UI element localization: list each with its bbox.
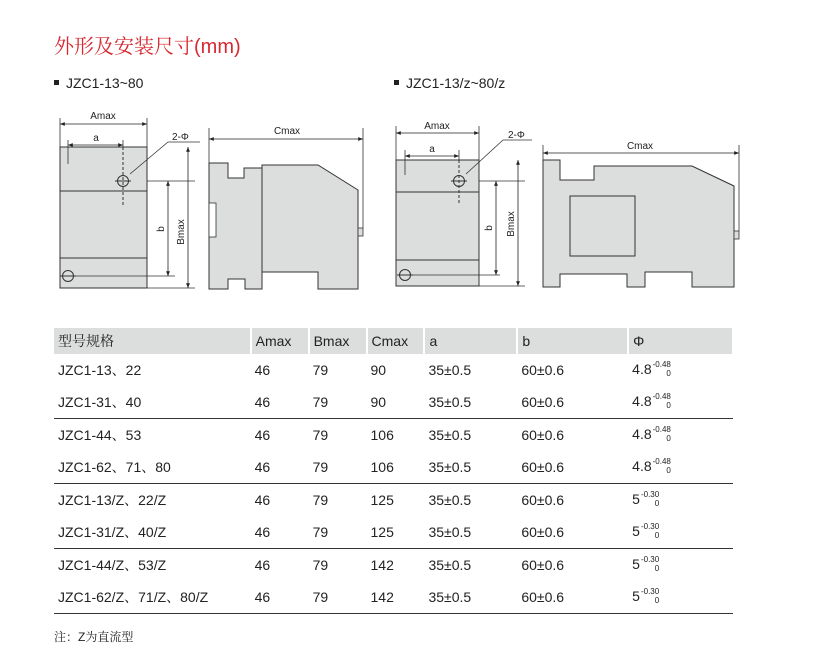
tolerance-upper: -0.48 [652, 425, 671, 435]
table-row [54, 386, 733, 419]
cell-cmax: 125 [367, 484, 425, 517]
cell-b: 60±0.6 [521, 524, 565, 540]
cell-amax: 46 [254, 394, 271, 410]
cell-a: 35±0.5 [428, 459, 472, 475]
tolerance [641, 587, 659, 605]
cell-amax: 46 [254, 362, 271, 378]
table-row [54, 581, 733, 614]
phi-value: 5 [632, 555, 640, 572]
cell-b: 60±0.6 [517, 549, 628, 582]
cell-phi [628, 419, 733, 452]
cell-cmax: 142 [367, 581, 425, 614]
col-header-phi: Φ [628, 328, 733, 354]
tolerance [653, 457, 671, 475]
table-row [54, 516, 733, 549]
cell-amax: 46 [251, 484, 309, 517]
hole-label-left: 2-Φ [172, 132, 189, 143]
b-label-left: b [156, 226, 167, 232]
phi-value: 5 [632, 587, 640, 604]
cell-b: 60±0.6 [517, 581, 628, 614]
cell-b: 60±0.6 [521, 362, 565, 378]
cell-b: 60±0.6 [517, 419, 628, 452]
b-label-right: b [484, 225, 495, 231]
amax-label-left: Amax [90, 111, 116, 122]
cell-a: 35±0.5 [428, 362, 472, 378]
cell-model: JZC1-44/Z、53/Z [54, 549, 251, 582]
side-view-left [209, 126, 363, 289]
cell-bmax: 79 [309, 419, 367, 452]
phi-value: 4.8 [632, 360, 652, 377]
cell-b: 60±0.6 [517, 484, 628, 517]
col-header-b: b [517, 328, 628, 354]
cell-cmax: 106 [367, 419, 425, 452]
tolerance-lower: 0 [666, 466, 671, 476]
tolerance [641, 555, 659, 573]
cell-bmax: 79 [312, 524, 329, 540]
cell-model: JZC1-13、22 [58, 362, 142, 378]
tolerance [653, 360, 671, 378]
cell-a: 35±0.5 [424, 549, 517, 582]
cell-phi [628, 581, 733, 614]
amax-label-right: Amax [424, 121, 450, 132]
bmax-label-left: Bmax [176, 219, 187, 245]
cell-bmax: 79 [312, 394, 329, 410]
cell-b: 60±0.6 [521, 394, 565, 410]
cell-amax: 46 [254, 459, 271, 475]
cell-model: JZC1-31、40 [58, 394, 142, 410]
front-view-right [396, 121, 532, 286]
cell-amax: 46 [254, 524, 271, 540]
tolerance [641, 490, 659, 508]
tolerance-lower: 0 [666, 434, 671, 444]
col-header-bmax: Bmax [309, 328, 367, 354]
dimension-drawings [0, 0, 834, 320]
phi-value: 4.8 [632, 392, 652, 409]
tolerance-lower: 0 [654, 564, 660, 574]
tolerance [641, 522, 659, 540]
cell-bmax: 79 [309, 484, 367, 517]
tolerance-upper: -0.30 [640, 555, 660, 565]
tolerance-lower: 0 [654, 596, 660, 606]
front-view-left [60, 111, 200, 288]
cell-bmax: 79 [309, 549, 367, 582]
cell-a: 35±0.5 [424, 484, 517, 517]
spec-table [54, 328, 734, 614]
cell-amax: 46 [251, 549, 309, 582]
a-label-left: a [93, 133, 99, 144]
cell-bmax: 79 [312, 459, 329, 475]
tolerance-upper: -0.48 [652, 360, 671, 370]
tolerance [653, 392, 671, 410]
cell-amax: 46 [251, 581, 309, 614]
tolerance-lower: 0 [666, 401, 671, 411]
cell-cmax: 125 [370, 524, 394, 540]
cell-cmax: 90 [370, 362, 387, 378]
col-header-a: a [424, 328, 517, 354]
cell-a: 35±0.5 [424, 419, 517, 452]
tolerance-upper: -0.30 [640, 490, 660, 500]
tolerance-upper: -0.30 [640, 587, 660, 597]
bmax-label-right: Bmax [506, 211, 517, 237]
footnote: 注：Z为直流型 [54, 630, 134, 644]
page-title: 外形及安装尺寸(mm) [54, 36, 241, 58]
cell-cmax: 106 [370, 459, 394, 475]
cell-model: JZC1-13/Z、22/Z [54, 484, 251, 517]
cell-phi [628, 516, 733, 549]
cmax-label-left: Cmax [273, 126, 301, 137]
tolerance-upper: -0.30 [640, 522, 660, 532]
tolerance [653, 425, 671, 443]
cell-phi [628, 386, 733, 419]
col-header-model: 型号规格 [54, 328, 251, 354]
tolerance-lower: 0 [666, 369, 671, 379]
cell-b: 60±0.6 [521, 459, 565, 475]
phi-value: 5 [632, 522, 640, 539]
phi-value: 4.8 [632, 425, 652, 442]
cell-phi [628, 484, 733, 517]
cell-cmax: 142 [367, 549, 425, 582]
table-row [54, 419, 733, 452]
tolerance-lower: 0 [654, 531, 660, 541]
table-row [54, 451, 733, 484]
col-header-cmax: Cmax [367, 328, 425, 354]
phi-value: 4.8 [632, 457, 652, 474]
a-label-right: a [429, 144, 435, 155]
cell-model: JZC1-62/Z、71/Z、80/Z [54, 581, 251, 614]
cell-a: 35±0.5 [428, 394, 472, 410]
tolerance-upper: -0.48 [652, 392, 671, 402]
tolerance-lower: 0 [654, 499, 660, 509]
model-heading-left-label: JZC1-13~80 [66, 75, 144, 91]
phi-value: 5 [632, 490, 640, 507]
cell-a: 35±0.5 [428, 524, 472, 540]
cell-model: JZC1-31/Z、40/Z [58, 524, 167, 540]
table-row [54, 354, 733, 386]
table-row [54, 549, 733, 582]
tolerance-upper: -0.48 [652, 457, 671, 467]
cmax-label-right: Cmax [626, 141, 654, 152]
cell-phi [628, 549, 733, 582]
hole-label-right: 2-Φ [508, 130, 525, 141]
cell-phi [628, 451, 733, 484]
col-header-amax: Amax [251, 328, 309, 354]
cell-cmax: 90 [370, 394, 387, 410]
cell-model: JZC1-62、71、80 [58, 459, 171, 475]
table-header-row [54, 328, 733, 354]
side-view-right [543, 141, 739, 287]
table-row [54, 484, 733, 517]
cell-phi [628, 354, 733, 386]
cell-amax: 46 [251, 419, 309, 452]
cell-bmax: 79 [309, 581, 367, 614]
cell-a: 35±0.5 [424, 581, 517, 614]
cell-model: JZC1-44、53 [54, 419, 251, 452]
model-heading-right-label: JZC1-13/z~80/z [406, 75, 506, 91]
cell-bmax: 79 [312, 362, 329, 378]
